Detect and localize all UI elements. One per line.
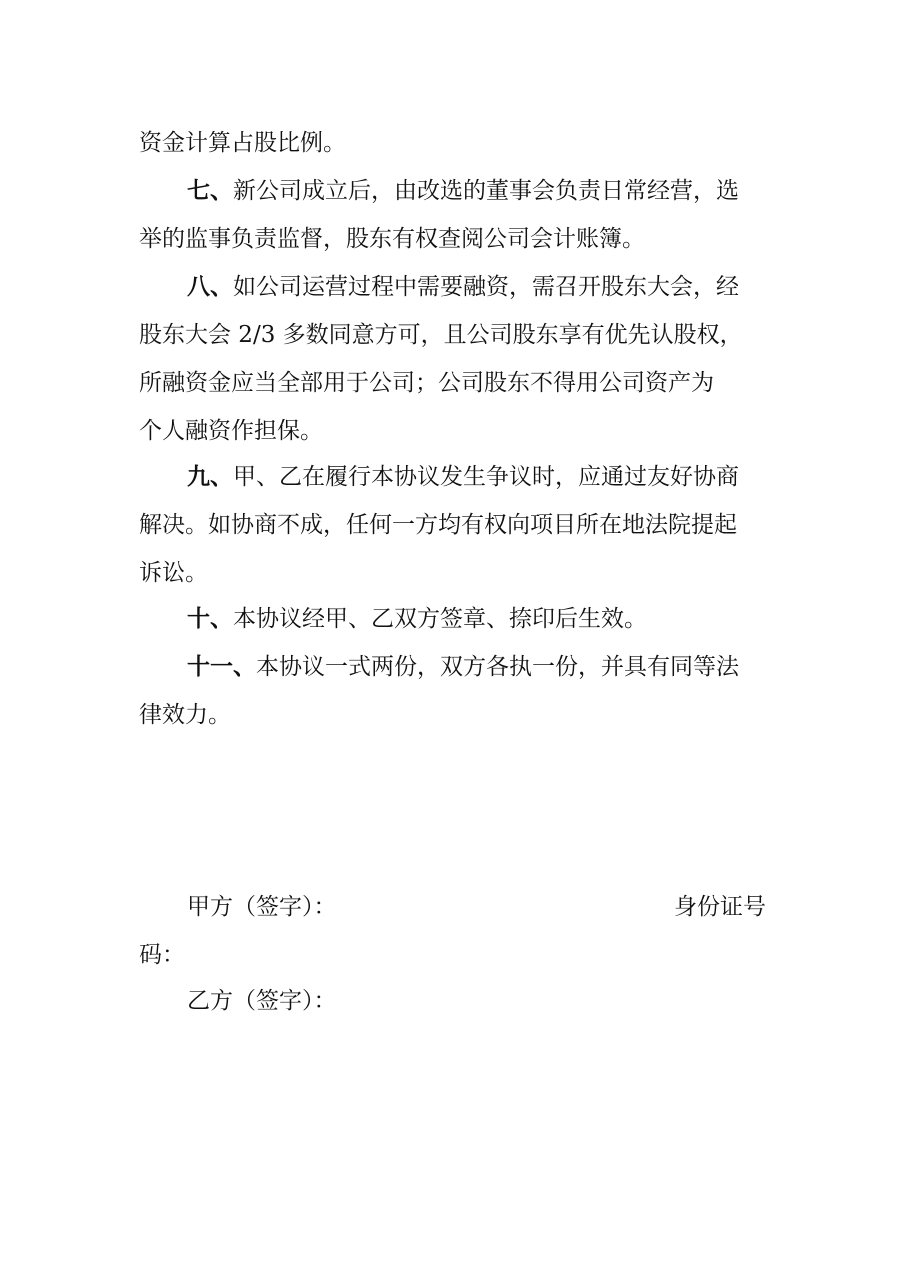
clause-9-line-1 [187,462,779,492]
clause-text: 本协议经甲、乙双方签章、捺印后生效。 [233,606,647,632]
clause-7-line-1 [187,176,779,206]
clause-9-line-2 [139,510,779,540]
clause-11-line-1 [187,652,779,682]
clause-number: 七、 [187,177,233,204]
clause-text: 本协议一式两份，双方各执一份，并具有同等法 [256,654,739,680]
clause-number: 八、 [187,273,233,300]
clause-text: 股东大会 2/3 多数同意方可，且公司股东享有优先认股权， [139,322,743,348]
clause-8-line-3 [139,368,779,398]
clause-text: 新公司成立后，由改选的董事会负责日常经营，选 [233,178,739,204]
clause-8-line-2 [139,320,779,350]
clause-number: 十、 [187,605,233,632]
clause-10-line-1 [187,604,779,634]
clause-text: 个人融资作担保。 [139,418,323,444]
clause-text: 所融资金应当全部用于公司；公司股东不得用公司资产为 [139,370,714,396]
clause-8-line-4 [139,416,779,446]
party-b-signature-line [187,986,779,1016]
clause-text: 解决。如协商不成，任何一方均有权向项目所在地法院提起 [139,512,737,538]
clause-number: 九、 [187,463,233,490]
clause-8-line-1 [187,272,779,302]
clause-9-line-3 [139,558,779,588]
clause-11-line-2 [139,700,779,730]
paragraph-6-continuation [139,128,349,158]
clause-text: 举的监事负责监督，股东有权查阅公司会计账簿。 [139,226,645,252]
clause-text: 诉讼。 [139,560,208,586]
clause-text: 甲、乙在履行本协议发生争议时，应通过友好协商 [233,464,739,490]
party-a-label: 甲方（签字）： [187,894,337,920]
id-number-label-part1: 身份证号 [674,894,766,920]
text-line: 资金计算占股比例。 [139,130,346,156]
id-number-label-part2: 码： [139,942,185,968]
clause-text: 律效力。 [139,702,231,728]
clause-7-line-2 [139,224,779,254]
clause-number: 十一、 [187,653,256,680]
clause-text: 如公司运营过程中需要融资，需召开股东大会，经 [233,274,739,300]
party-b-label: 乙方（签字）： [187,988,337,1014]
